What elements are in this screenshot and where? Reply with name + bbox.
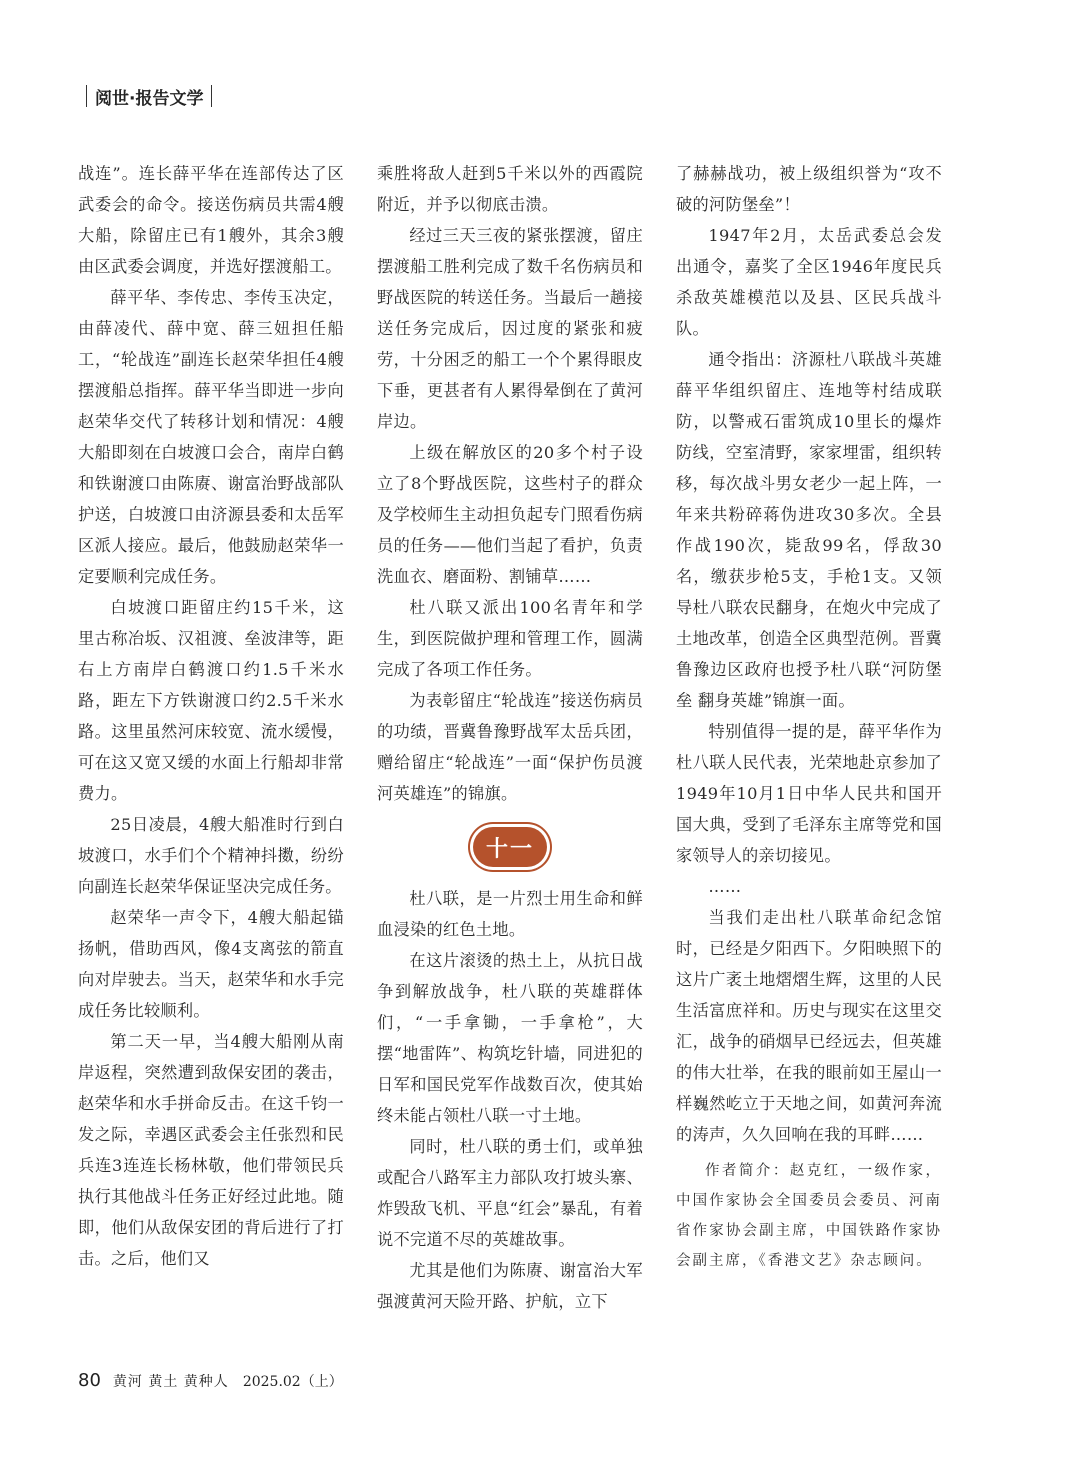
- chapter-badge-wrap: [377, 827, 643, 867]
- ellipsis: ……: [708, 877, 742, 896]
- magazine-name: 黄河 黄土 黄种人: [112, 1374, 229, 1390]
- paragraph: 战连”。连长薛平华在连部传达了区武委会的命令。接送伤病员共需4艘大船，除留庄已有1艘外，其余3艘由区武委会调度，并选好摆渡船工。: [78, 164, 344, 276]
- paragraph: 为表彰留庄“轮战连”接送伤病员的功绩，晋冀鲁豫野战军太岳兵团，赠给留庄“轮战连”一面“保护伤员渡河英雄连”的锦旗。: [377, 691, 643, 803]
- paragraph: 薛平华、李传忠、李传玉决定，由薛凌代、薛中宽、薛三妞担任船工，“轮战连”副连长赵荣华担任4艘摆渡船总指挥。薛平华当即进一步向赵荣华交代了转移计划和情况：4艘大船即刻在白坡渡口会合，南岸白鹤和铁谢渡口由陈赓、谢富治野战部队护送，白坡渡口由济源县委和太岳军区派人接应。最后，他鼓励赵荣华一定要顺利完成任务。: [78, 288, 344, 586]
- paragraph: 同时，杜八联的勇士们，或单独或配合八路军主力部队攻打坡头寨、炸毁敌飞机、平息“红会”暴乱，有着说不完道不尽的英雄故事。: [377, 1137, 643, 1249]
- column-2: [377, 158, 643, 1317]
- paragraph: 经过三天三夜的紧张摆渡，留庄摆渡船工胜利完成了数千名伤病员和野战医院的转送任务。当最后一趟接送任务完成后，因过度的紧张和疲劳，十分困乏的船工一个个累得眼皮下垂，更甚者有人累得晕倒在了黄河岸边。: [377, 226, 643, 431]
- paragraph: 了赫赫战功，被上级组织誉为“攻不破的河防堡垒”！: [676, 164, 942, 214]
- author-bio: 作者简介：赵克红，一级作家，中国作家协会全国委员会委员、河南省作家协会副主席，中国铁路作家协会副主席，《香港文艺》杂志顾问。: [676, 1163, 942, 1269]
- paragraph: 赵荣华一声令下，4艘大船起锚扬帆，借助西风，像4支离弦的箭直向对岸驶去。当天，赵荣华和水手完成任务比较顺利。: [78, 908, 344, 1020]
- paragraph: 当我们走出杜八联革命纪念馆时，已经是夕阳西下。夕阳映照下的这片广袤土地熠熠生辉，这里的人民生活富庶祥和。历史与现实在这里交汇，战争的硝烟早已经远去，但英雄的伟大壮举，在我的眼前如王屋山一样巍然屹立于天地之间，如黄河奔流的涛声，久久回响在我的耳畔……: [676, 908, 942, 1144]
- paragraph: 在这片滚烫的热土上，从抗日战争到解放战争，杜八联的英雄群体们，“一手拿锄，一手拿枪”，大摆“地雷阵”、构筑圪针墙，同进犯的日军和国民党军作战数百次，使其始终未能占领杜八联一寸土地。: [377, 951, 643, 1125]
- page-footer: [78, 1370, 343, 1391]
- header-divider-right: [211, 85, 212, 107]
- paragraph: 杜八联又派出100名青年和学生，到医院做护理和管理工作，圆满完成了各项工作任务。: [377, 598, 643, 679]
- section-header: [78, 82, 220, 110]
- issue-date: 2025.02（上）: [242, 1374, 343, 1390]
- page-number: 80: [78, 1370, 101, 1391]
- paragraph: 乘胜将敌人赶到5千米以外的西霞院附近，并予以彻底击溃。: [377, 164, 643, 214]
- chapter-badge: [473, 827, 547, 867]
- section-title: 阅世·报告文学: [95, 88, 204, 109]
- column-3: [676, 158, 942, 1276]
- chapter-number: 十一: [485, 836, 534, 862]
- paragraph: 25日凌晨，4艘大船准时行到白坡渡口，水手们个个精神抖擞，纷纷向副连长赵荣华保证坚决完成任务。: [78, 815, 344, 896]
- paragraph: 第二天一早，当4艘大船刚从南岸返程，突然遭到敌保安团的袭击，赵荣华和水手拼命反击。在这千钧一发之际，幸遇区武委会主任张烈和民兵连3连连长杨林敬，他们带领民兵执行其他战斗任务正好经过此地。随即，他们从敌保安团的背后进行了打击。之后，他们又: [78, 1032, 344, 1268]
- column-1: [78, 158, 344, 1274]
- header-divider-left: [86, 85, 87, 107]
- paragraph: 杜八联，是一片烈士用生命和鲜血浸染的红色土地。: [377, 889, 643, 939]
- paragraph: 尤其是他们为陈赓、谢富治大军强渡黄河天险开路、护航，立下: [377, 1261, 643, 1311]
- paragraph: 白坡渡口距留庄约15千米，这里古称冶坂、汉祖渡、垒波津等，距右上方南岸白鹤渡口约1.5千米水路，距左下方铁谢渡口约2.5千米水路。这里虽然河床较宽、流水缓慢，可在这又宽又缓的水面上行船却非常费力。: [78, 598, 344, 803]
- paragraph: 特别值得一提的是，薛平华作为杜八联人民代表，光荣地赴京参加了1949年10月1日中华人民共和国开国大典，受到了毛泽东主席等党和国家领导人的亲切接见。: [676, 722, 942, 865]
- paragraph: 1947年2月，太岳武委总会发出通令，嘉奖了全区1946年度民兵杀敌英雄模范以及县、区民兵战斗队。: [676, 226, 942, 338]
- paragraph: 通令指出：济源杜八联战斗英雄薛平华组织留庄、连地等村结成联防，以警戒石雷筑成10里长的爆炸防线，空室清野，家家埋雷，组织转移，每次战斗男女老少一起上阵，一年来共粉碎蒋伪进攻30多次。全县作战190次，毙敌99名，俘敌30名，缴获步枪5支，手枪1支。又领导杜八联农民翻身，在炮火中完成了土地改革，创造全区典型范例。晋冀鲁豫边区政府也授予杜八联“河防堡垒 翻身英雄”锦旗一面。: [676, 350, 942, 710]
- paragraph: 上级在解放区的20多个村子设立了8个野战医院，这些村子的群众及学校师生主动担负起专门照看伤病员的任务——他们当起了看护，负责洗血衣、磨面粉、割铺草……: [377, 443, 643, 586]
